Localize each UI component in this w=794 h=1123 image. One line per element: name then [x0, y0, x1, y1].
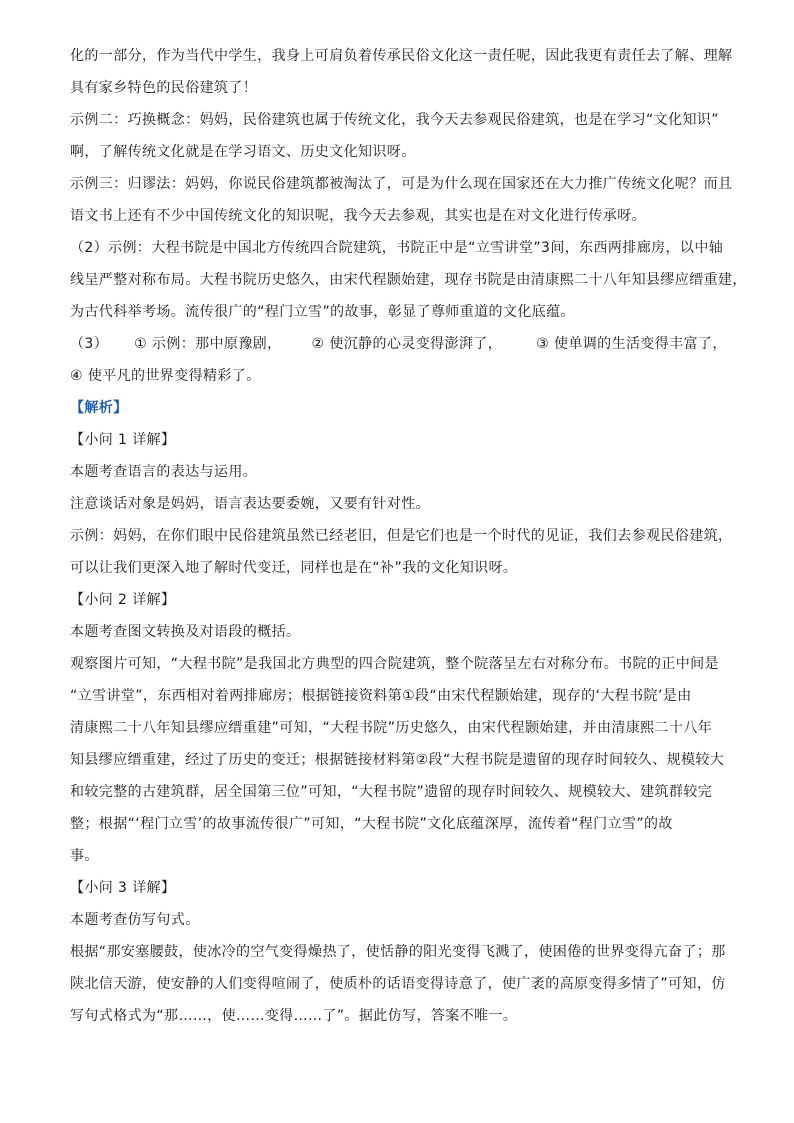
question-1-para-2: 注意谈话对象是妈妈，语言表达要委婉，又要有针对性。	[70, 496, 430, 512]
example-2-line-2: 啊，了解传统文化就是在学习语文、历史文化知识呀。	[70, 144, 416, 160]
answer-3-option-2-text: 使沉静的心灵变得澎湃了，	[329, 336, 503, 352]
answer-3-option-1-number: ①	[134, 336, 148, 352]
question-2-line-7: 事。	[70, 848, 99, 864]
question-2-title: 【小问 2 详解】	[70, 592, 176, 608]
answer-2-line-2: 线呈严整对称布局。大程书院历史悠久，由宋代程颢始建，现存书院是由清康熙二十八年知县缪应缙重建，	[70, 272, 747, 288]
question-2-line-1: 观察图片可知，“大程书院”是我国北方典型的四合院建筑，整个院落呈左右对称分布。书院的正中间是	[70, 656, 719, 672]
question-2-line-3: 清康熙二十八年知县缪应缙重建”可知，“大程书院”历史悠久，由宋代程颢始建，并由清康熙二十八年	[70, 720, 713, 736]
answer-3-line-1	[70, 328, 730, 360]
answer-2-line-1: （2）示例：大程书院是中国北方传统四合院建筑，书院正中是“立雪讲堂”3间，东西两排廊房，以中轴	[70, 240, 724, 256]
example-3-line-2: 语文书上还有不少中国传统文化的知识呢，我今天去参观，其实也是在对文化进行传承呀。	[70, 208, 646, 224]
question-3-line-3: 写句式格式为“那……，使……变得……了”。据此仿写，答案不唯一。	[70, 1008, 518, 1024]
question-3-para-1: 本题考查仿写句式。	[70, 912, 200, 928]
answer-3-option-4-text: 使平凡的世界变得精彩了。	[87, 368, 261, 384]
question-3-line-2: 陕北信天游，使安静的人们变得喧闹了，使质朴的话语变得诗意了，使广袤的高原变得多情了”可知，仿	[70, 976, 726, 992]
answer-content	[70, 40, 747, 1032]
question-2-line-5: 和较完整的古建筑群，居全国第三位”可知，“大程书院”遗留的现存时间较久、规模较大、建筑群较完	[70, 784, 713, 800]
analysis-label: 【解析】	[70, 400, 128, 416]
question-2-para-1: 本题考查图文转换及对语段的概括。	[70, 624, 301, 640]
intro-line-2: 具有家乡特色的民俗建筑了！	[70, 80, 258, 96]
question-3-title: 【小问 3 详解】	[70, 880, 176, 896]
answer-3-option-2-number: ②	[311, 336, 325, 352]
question-2-line-2: “立雪讲堂”，东西相对着两排廊房；根据链接资料第①段“由宋代程颢始建，现存的‘大程书院’是由	[70, 688, 692, 704]
answer-2-line-3: 为古代科举考场。流传很广的“程门立雪”的故事，彰显了尊师重道的文化底蕴。	[70, 304, 575, 320]
question-1-para-4: 可以让我们更深入地了解时代变迁，同样也是在“补”我的文化知识呀。	[70, 560, 518, 576]
answer-3-prefix: （3）	[70, 336, 109, 352]
question-1-para-3: 示例：妈妈，在你们眼中民俗建筑虽然已经老旧，但是它们也是一个时代的见证，我们去参观民俗建筑，	[70, 528, 733, 544]
question-1-para-1: 本题考查语言的表达与运用。	[70, 464, 258, 480]
question-2-line-6: 整；根据“‘程门立雪’的故事流传很广”可知，“大程书院”文化底蕴深厚，流传着“程门立雪”的故	[70, 816, 673, 832]
question-3-line-1: 根据“那安塞腰鼓，使冰冷的空气变得燥热了，使恬静的阳光变得飞溅了，使困倦的世界变得亢奋了；那	[70, 944, 726, 960]
question-1-title: 【小问 1 详解】	[70, 432, 176, 448]
question-2-line-4: 知县缪应缙重建，经过了历史的变迁；根据链接材料第②段“大程书院是遗留的现存时间较久、规模较大	[70, 752, 725, 768]
answer-3-line-2	[70, 360, 730, 392]
answer-3-option-4-number: ④	[70, 368, 83, 384]
answer-3-option-3-number: ③	[536, 336, 550, 352]
intro-line-1: 化的一部分，作为当代中学生，我身上可肩负着传承民俗文化这一责任呢，因此我更有责任去了解、理解	[70, 48, 733, 64]
example-2-line-1: 示例二：巧换概念：妈妈，民俗建筑也属于传统文化，我今天去参观民俗建筑，也是在学习“文化知识”	[70, 112, 719, 128]
answer-3-option-3-text: 使单调的生活变得丰富了，	[553, 336, 727, 352]
answer-3-option-1-text: 示例：那中原豫剧，	[151, 336, 282, 352]
example-3-line-1: 示例三：归谬法：妈妈，你说民俗建筑都被淘汰了，可是为什么现在国家还在大力推广传统文化呢？而且	[70, 176, 733, 192]
